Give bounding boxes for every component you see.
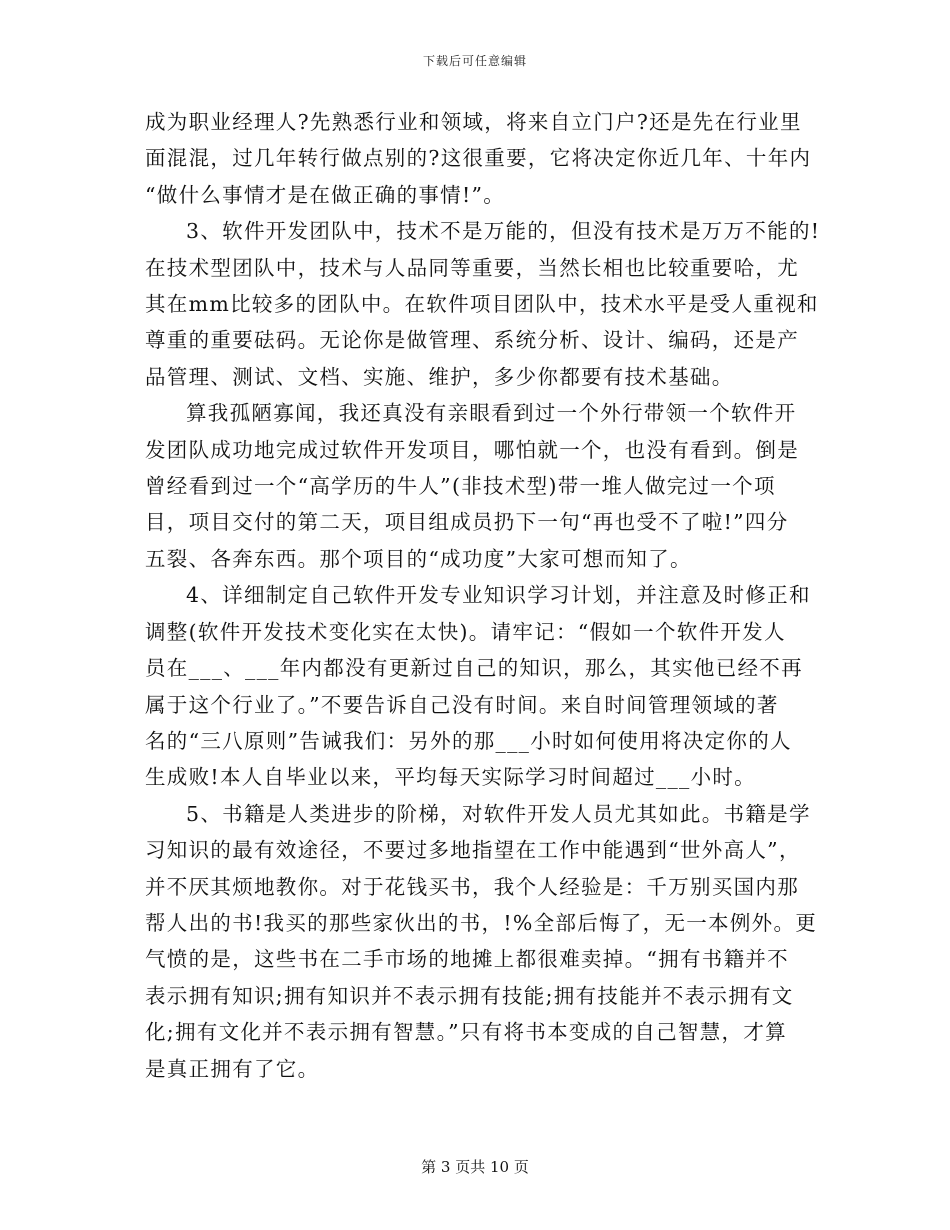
text-line: 成为职业经理人?先熟悉行业和领域，将来自立门户?还是先在行业里 bbox=[145, 110, 802, 134]
text-line: “做什么事情才是在做正确的事情!”。 bbox=[145, 182, 506, 207]
text-line: 习知识的最有效途径，不要过多地指望在工作中能遇到“世外高人”， bbox=[145, 838, 801, 863]
text-line: 是真正拥有了它。 bbox=[145, 1056, 320, 1081]
text-line: 化;拥有文化并不表示拥有智慧。”只有将书本变成的自己智慧，才算 bbox=[145, 1020, 787, 1045]
paragraph-start-line: 5、书籍是人类进步的阶梯，对软件开发人员尤其如此。书籍是学 bbox=[186, 801, 811, 826]
text-line: 尊重的重要砝码。无论你是做管理、系统分析、设计、编码，还是产 bbox=[145, 328, 799, 353]
page-footer: 第 3 页共 10 页 bbox=[421, 1158, 529, 1176]
text-line: 表示拥有知识;拥有知识并不表示拥有技能;拥有技能并不表示拥有文 bbox=[145, 983, 794, 1008]
text-line: 曾经看到过一个“高学历的牛人”(非技术型)带一堆人做完过一个项 bbox=[145, 474, 776, 499]
paragraph-start-line: 算我孤陋寡闻，我还真没有亲眼看到过一个外行带领一个软件开 bbox=[186, 401, 797, 426]
document-body bbox=[145, 104, 821, 1087]
text-line: 属于这个行业了。”不要告诉自己没有时间。来自时间管理领域的著 bbox=[145, 692, 779, 717]
text-line: 在技术型团队中，技术与人品同等重要，当然长相也比较重要哈，尤 bbox=[145, 255, 799, 280]
text-line: 气愤的是，这些书在二手市场的地摊上都很难卖掉。“拥有书籍并不 bbox=[145, 947, 789, 972]
paragraph-start-line: 3、软件开发团队中，技术不是万能的，但没有技术是万万不能的! bbox=[186, 219, 821, 244]
paragraph-start-line: 4、详细制定自己软件开发专业知识学习计划，并注意及时修正和 bbox=[186, 583, 811, 608]
text-line: 生成败!本人自毕业以来，平均每天实际学习时间超过___小时。 bbox=[145, 765, 756, 790]
text-line: 发团队成功地完成过软件开发项目，哪怕就一个，也没有看到。倒是 bbox=[145, 437, 799, 462]
page-header: 下载后可任意编辑 bbox=[422, 54, 527, 68]
text-line: 目，项目交付的第二天，项目组成员扔下一句“再也受不了啦!”四分 bbox=[145, 510, 789, 535]
text-line: 面混混，过几年转行做点别的?这很重要，它将决定你近几年、十年内 bbox=[145, 146, 812, 171]
text-line: 其在mm比较多的团队中。在软件项目团队中，技术水平是受人重视和 bbox=[145, 292, 819, 317]
text-line: 名的“三八原则”告诫我们：另外的那___小时如何使用将决定你的人 bbox=[145, 728, 792, 753]
text-line: 员在___、___年内都没有更新过自己的知识，那么，其实他已经不再 bbox=[145, 656, 803, 681]
text-line: 帮人出的书!我买的那些家伙出的书，!%全部后悔了，无一本例外。更 bbox=[145, 910, 818, 935]
text-line: 品管理、测试、文档、实施、维护，多少你都要有技术基础。 bbox=[145, 364, 734, 389]
text-line: 五裂、各奔东西。那个项目的“成功度”大家可想而知了。 bbox=[145, 546, 692, 571]
text-line: 并不厌其烦地教你。对于花钱买书，我个人经验是：千万别买国内那 bbox=[145, 874, 799, 899]
text-line: 调整(软件开发技术变化实在太快)。请牢记：“假如一个软件开发人 bbox=[145, 619, 786, 644]
